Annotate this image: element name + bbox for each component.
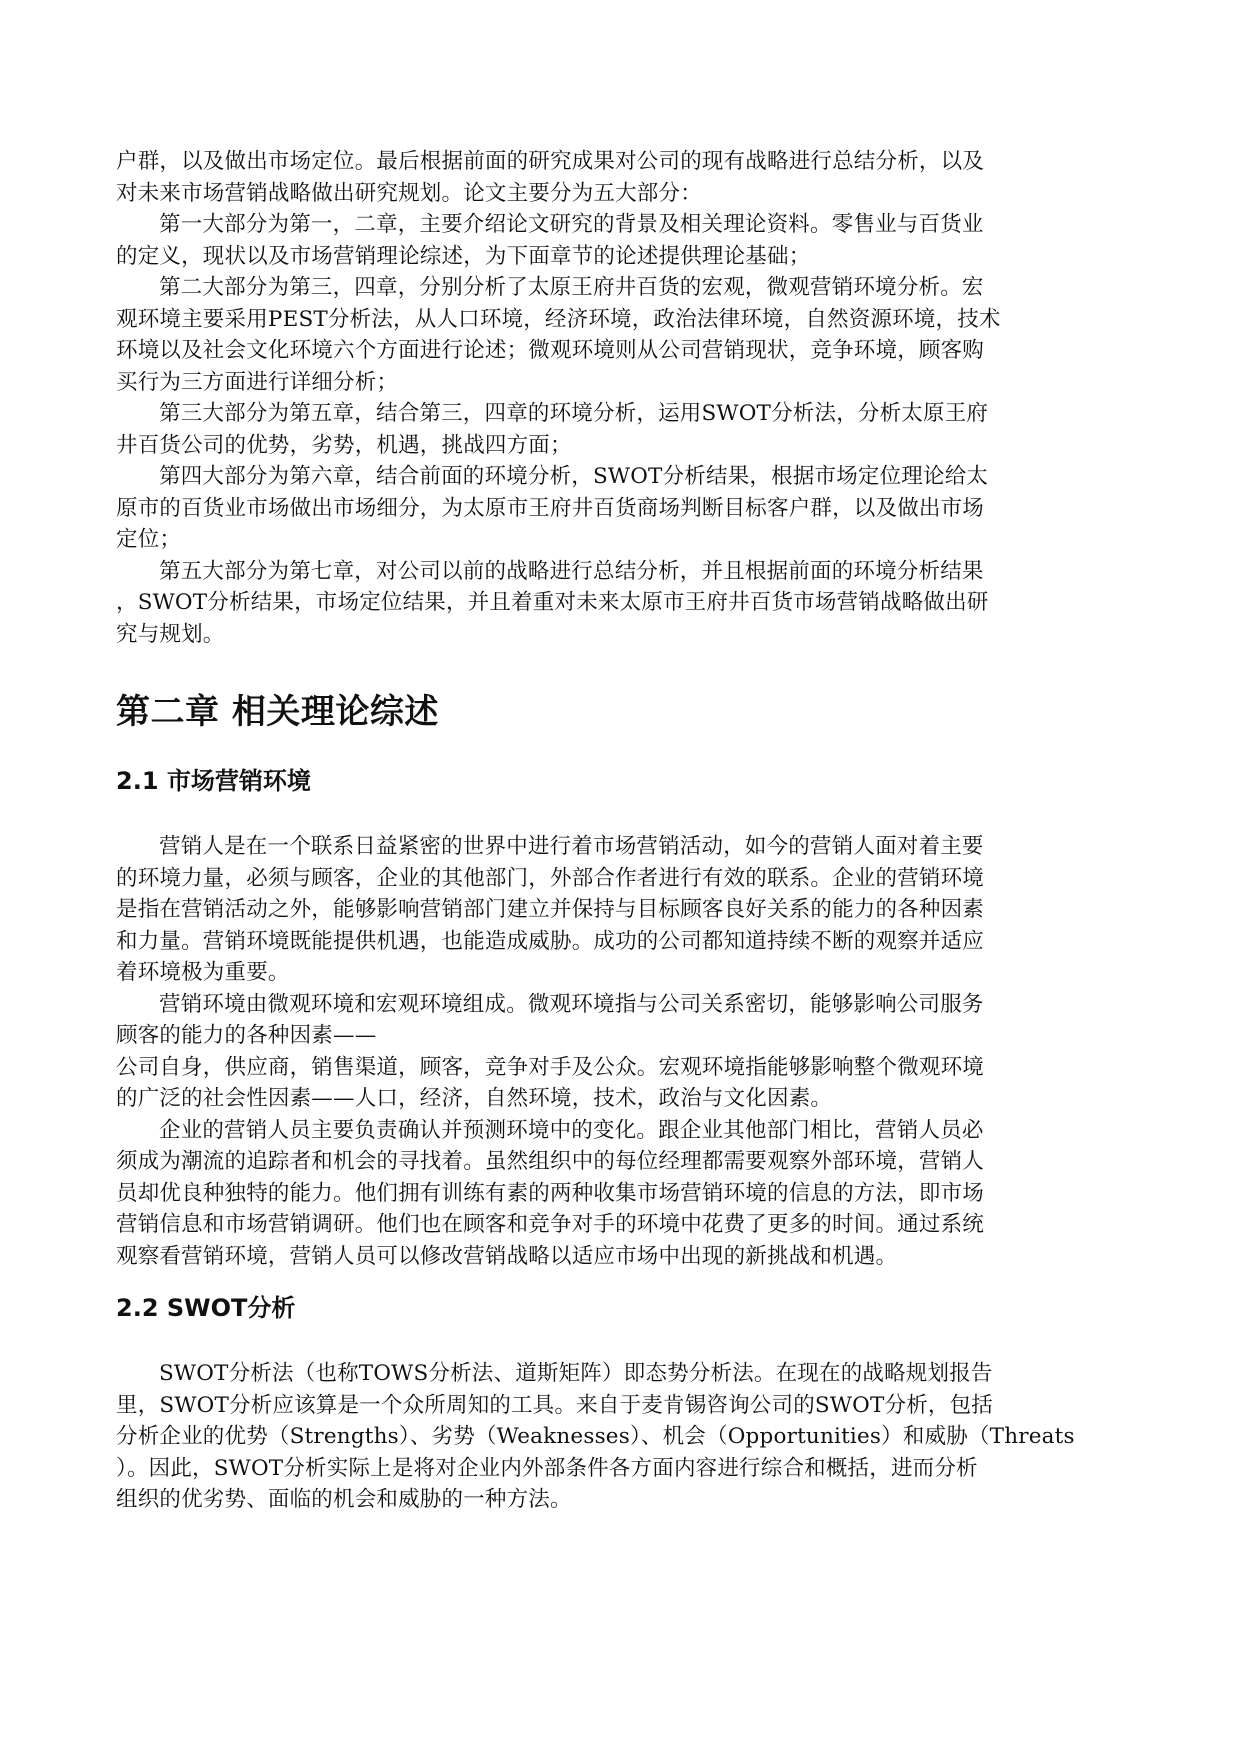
section2-paragraph-1 bbox=[116, 1358, 1128, 1516]
text-line: 原市的百货业市场做出市场细分，为太原市王府井百货商场判断目标客户群，以及做出市场 bbox=[116, 495, 985, 521]
text-line: 井百货公司的优势，劣势，机遇，挑战四方面； bbox=[116, 432, 572, 458]
text-line: 和力量。营销环境既能提供机遇，也能造成威胁。成功的公司都知道持续不断的观察并适应 bbox=[116, 928, 985, 954]
section-title-2-2: 2.2 SWOT分析 bbox=[116, 1294, 296, 1322]
chapter-title: 第二章 相关理论综述 bbox=[116, 692, 439, 732]
text-line: 顾客的能力的各种因素—— bbox=[116, 1023, 377, 1048]
text-line: 的环境力量，必须与顾客，企业的其他部门，外部合作者进行有效的联系。企业的营销环境 bbox=[116, 865, 985, 891]
text-line: 着环境极为重要。 bbox=[116, 960, 290, 985]
section1-paragraph-1 bbox=[116, 831, 1128, 989]
text-line: SWOT分析法（也称TOWS分析法、道斯矩阵）即态势分析法。在现在的战略规划报告 bbox=[159, 1361, 993, 1386]
text-line: 第二大部分为第三，四章，分别分析了太原王府井百货的宏观，微观营销环境分析。宏 bbox=[159, 275, 984, 300]
text-line: 定位； bbox=[116, 527, 182, 552]
text-line: 第四大部分为第六章，结合前面的环境分析，SWOT分析结果，根据市场定位理论给太 bbox=[159, 464, 989, 489]
text-line: 里，SWOT分析应该算是一个众所周知的工具。来自于麦肯锡咨询公司的SWOT分析，包括 bbox=[116, 1392, 993, 1418]
text-line: ，SWOT分析结果，市场定位结果，并且着重对未来太原市王府井百货市场营销战略做出研 bbox=[116, 590, 989, 615]
intro-paragraph-3 bbox=[116, 398, 1128, 461]
text-line: 须成为潮流的追踪者和机会的寻找着。虽然组织中的每位经理都需要观察外部环境，营销人 bbox=[116, 1149, 985, 1174]
text-line: 分析企业的优势（Strengths）、劣势（Weaknesses）、机会（Opportunities）和威胁（Threats bbox=[116, 1424, 1075, 1449]
intro-paragraph-2 bbox=[116, 272, 1128, 398]
text-line: 观环境主要采用PEST分析法，从人口环境，经济环境，政治法律环境，自然资源环境，技术 bbox=[116, 306, 1001, 332]
text-line: 营销信息和市场营销调研。他们也在顾客和竞争对手的环境中花费了更多的时间。通过系统 bbox=[116, 1212, 985, 1237]
text-line: ）。因此，SWOT分析实际上是将对企业内外部条件各方面内容进行综合和概括，进而分析 bbox=[116, 1455, 978, 1481]
text-line: 员却优良种独特的能力。他们拥有训练有素的两种收集市场营销环境的信息的方法，即市场 bbox=[116, 1180, 985, 1206]
text-line: 的定义，现状以及市场营销理论综述，为下面章节的论述提供理论基础； bbox=[116, 243, 811, 269]
intro-paragraph-1 bbox=[116, 209, 1128, 272]
section-title-2-1: 2.1 市场营销环境 bbox=[116, 767, 311, 795]
text-line: 第三大部分为第五章，结合第三，四章的环境分析，运用SWOT分析法，分析太原王府 bbox=[159, 401, 989, 426]
intro-paragraph-4 bbox=[116, 461, 1128, 556]
text-line: 环境以及社会文化环境六个方面进行论述；微观环境则从公司营销现状，竞争环境，顾客购 bbox=[116, 338, 985, 363]
text-line: 第五大部分为第七章，对公司以前的战略进行总结分析，并且根据前面的环境分析结果 bbox=[159, 558, 984, 584]
text-line: 买行为三方面进行详细分析； bbox=[116, 369, 399, 395]
text-line: 第一大部分为第一，二章，主要介绍论文研究的背景及相关理论资料。零售业与百货业 bbox=[159, 212, 984, 237]
text-line: 对未来市场营销战略做出研究规划。论文主要分为五大部分： bbox=[116, 180, 702, 206]
section1-paragraph-3 bbox=[116, 1115, 1128, 1273]
text-line: 营销人是在一个联系日益紧密的世界中进行着市场营销活动，如今的营销人面对着主要 bbox=[159, 834, 984, 859]
text-line: 观察看营销环境，营销人员可以修改营销战略以适应市场中出现的新挑战和机遇。 bbox=[116, 1243, 898, 1269]
text-line: 是指在营销活动之外，能够影响营销部门建立并保持与目标顾客良好关系的能力的各种因素 bbox=[116, 897, 985, 922]
text-line: 户群，以及做出市场定位。最后根据前面的研究成果对公司的现有战略进行总结分析，以及 bbox=[116, 149, 985, 174]
text-line: 组织的优劣势、面临的机会和威胁的一种方法。 bbox=[116, 1487, 572, 1512]
document-page bbox=[116, 146, 1128, 1516]
intro-paragraph-5 bbox=[116, 556, 1128, 651]
text-line: 究与规划。 bbox=[116, 621, 225, 647]
text-line: 公司自身，供应商，销售渠道，顾客，竞争对手及公众。宏观环境指能够影响整个微观环境 bbox=[116, 1054, 985, 1080]
text-line: 的广泛的社会性因素——人口，经济，自然环境，技术，政治与文化因素。 bbox=[116, 1086, 833, 1111]
section1-paragraph-2 bbox=[116, 989, 1128, 1115]
text-line: 营销环境由微观环境和宏观环境组成。微观环境指与公司关系密切，能够影响公司服务 bbox=[159, 991, 984, 1017]
intro-paragraph-0 bbox=[116, 146, 1128, 209]
text-line: 企业的营销人员主要负责确认并预测环境中的变化。跟企业其他部门相比，营销人员必 bbox=[159, 1117, 984, 1143]
